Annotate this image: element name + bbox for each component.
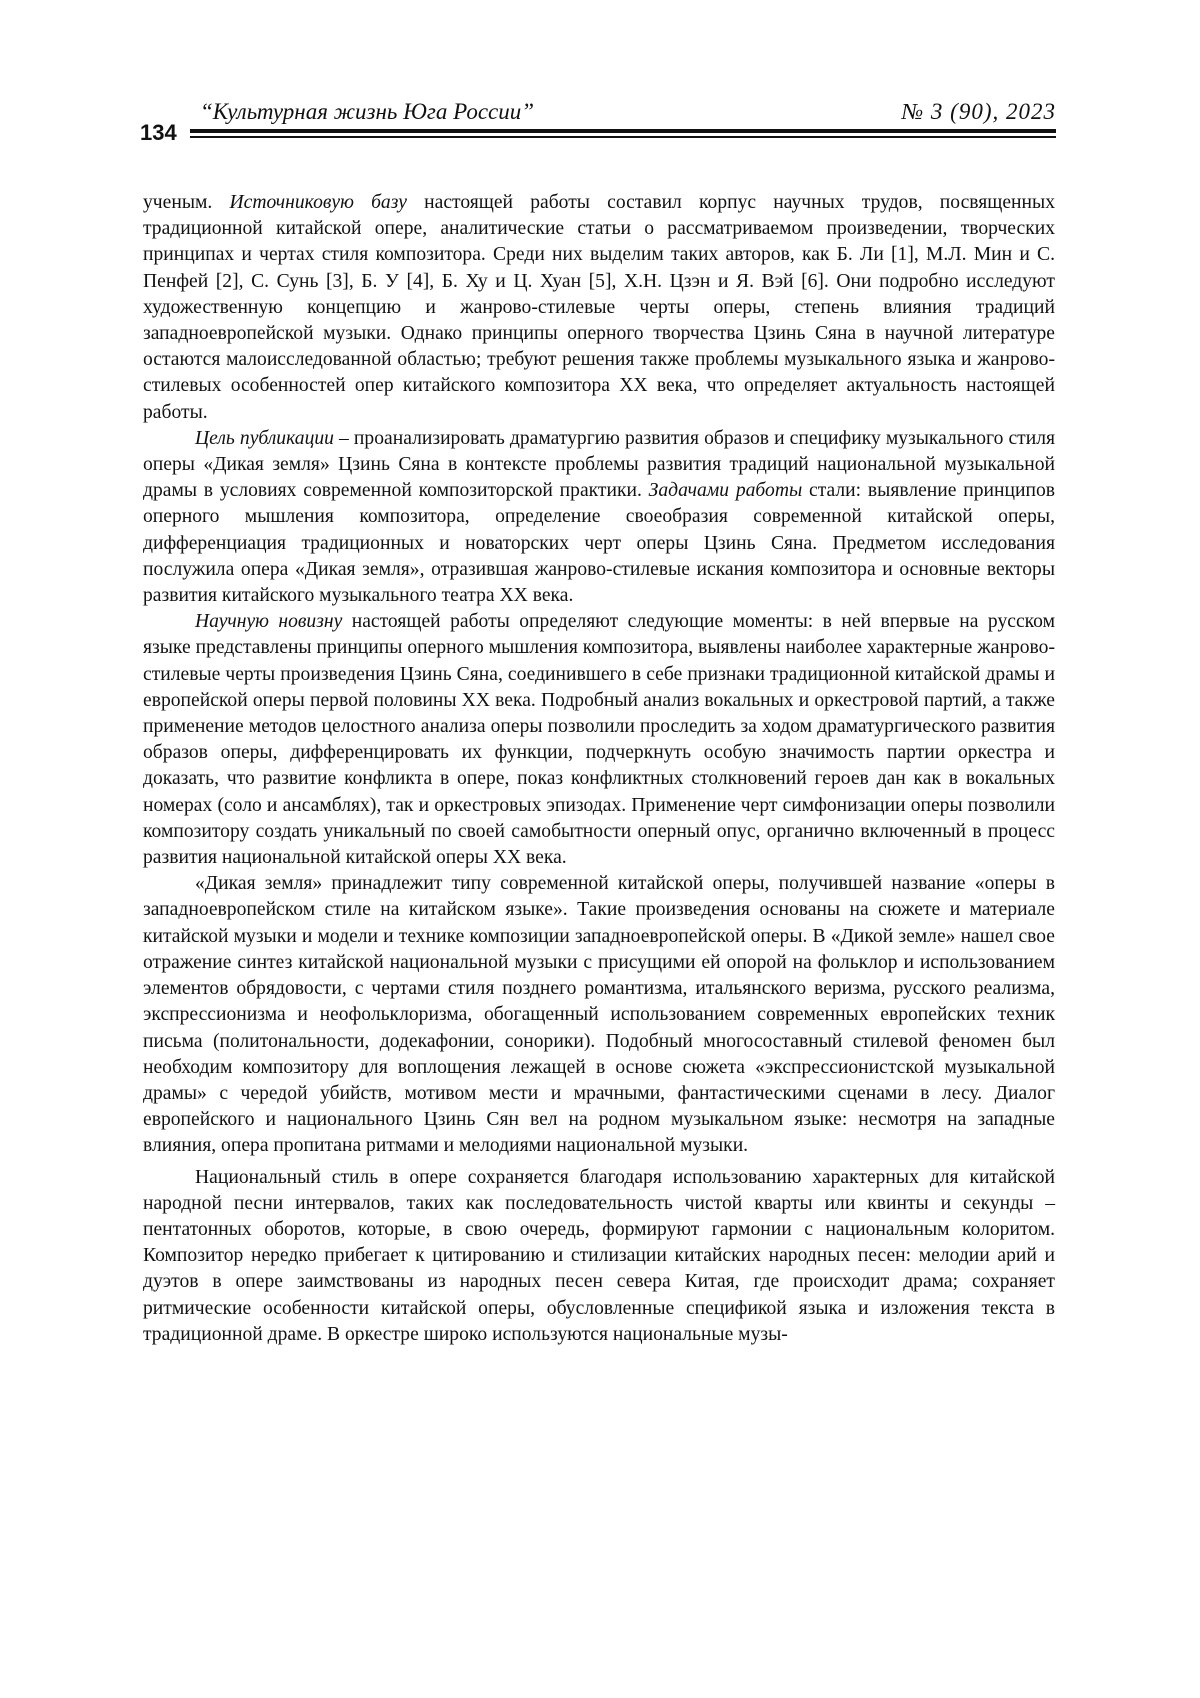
text-run: Национальный стиль в опере сохраняется благодаря использованию характерных для китайской народной песни интервалов, таких как последовательность чистой кварты или квинты и секунды – пентатонных оборотов, которые, в свою очередь, формируют гармонии с национальным колоритом. Композитор нередко прибегает к цитированию и стилизации китайских народных песен: мелодии арий и дуэтов в опере заимствованы из народных песен севера Китая, где происходит драма; сохраняет ритмические особенности китайской оперы, обусловленные спецификой языка и изложения текста в традиционной драме. В оркестре широко используются национальные музы- [143,1167,1055,1345]
text-run: настоящей работы определяют следующие моменты: в ней впервые на русском языке представлены принципы оперного мышления композитора, выявлены наиболее характерные жанрово-стилевые черты произведения Цзинь Сяна, соединившего в себе признаки традиционной китайской драмы и европейской оперы первой половины XX века. Подробный анализ вокальных и оркестровой партий, а также применение методов целостного анализа оперы позволили проследить за ходом драматургического развития образов оперы, дифференцировать их функции, подчеркнуть особую значимость партии оркестра и доказать, что развитие конфликта в опере, показ конфликтных столкновений героев дан как в вокальных номерах (соло и ансамблях), так и оркестровых эпизодах. Применение черт симфонизации оперы позволили композитору создать уникальный по своей самобытности оперный опус, органично включенный в процесс развития национальной китайской оперы XX века. [143,611,1055,868]
text-run: стали: выявление принципов оперного мышления композитора, определение своеобразия современной китайской оперы, дифференциация традиционных и новаторских черт оперы Цзинь Сяна. Предметом исследования послужила опера «Дикая земля», отразившая жанрово-стилевые искания композитора и основные векторы развития китайского музыкального театра XX века. [143,480,1055,606]
italic-term: Источниковую базу [230,192,407,213]
text-run: ученым. [143,192,230,213]
header-rule-thick [190,129,1056,133]
text-run: – проанализировать драматургию развития образов и специфику музыкального стиля оперы «Дикая земля» Цзинь Сяна в контексте проблемы развития традиций национальной музыкальной драмы в условиях современной композиторской практики. [143,428,1055,501]
paragraph-3 [143,609,1055,871]
issue-number: № 3 (90), 2023 [901,99,1056,125]
paragraph-5 [143,1165,1055,1348]
italic-term: Цель публикации [195,428,334,449]
paragraph-2 [143,426,1055,609]
header-rule-thin [190,136,1056,138]
journal-page [0,0,1200,1698]
text-run: «Дикая земля» принадлежит типу современной китайской оперы, получившей название «оперы в западноевропейском стиле на китайском языке». Такие произведения основаны на сюжете и материале китайской музыки и модели и технике композиции западноевропейской оперы. В «Дикой земле» нашел свое отражение синтез китайской национальной музыки с присущими ей опорой на фольклор и использованием элементов обрядовости, с чертами стиля позднего романтизма, итальянского веризма, русского реализма, экспрессионизма и неофольклоризма, обогащенный использованием современных европейских техник письма (политональности, додекафонии, сонорики). Подобный многосоставный стилевой феномен был необходим композитору для воплощения лежащей в основе сюжета «экспрессионистской музыкальной драмы» с чередой убийств, мотивом мести и мрачными, фантастическими сценами в лесу. Диалог европейского и национального Цзинь Сян вел на родном музыкальном языке: несмотря на западные влияния, опера пропитана ритмами и мелодиями национальной музыки. [143,873,1055,1156]
page-number: 134 [140,120,177,146]
italic-term: Научную новизну [195,611,342,632]
paragraph-1 [143,190,1055,426]
article-body [143,190,1055,1348]
running-header [140,96,1056,146]
italic-term: Задачами работы [649,480,803,501]
journal-title: “Культурная жизнь Юга России” [200,99,534,125]
text-run: настоящей работы составил корпус научных трудов, посвященных традиционной китайской опере, аналитические статьи о рассматриваемом произведении, творческих принципах и чертах стиля композитора. Среди них выделим таких авторов, как Б. Ли [1], М.Л. Мин и С. Пенфей [2], С. Сунь [3], Б. У [4], Б. Ху и Ц. Хуан [5], Х.Н. Цзэн и Я. Вэй [6]. Они подробно исследуют художественную концепцию и жанрово-стилевые черты оперы, степень влияния традиций западноевропейской музыки. Однако принципы оперного творчества Цзинь Сяна в научной литературе остаются малоисследованной областью; требуют решения также проблемы музыкального языка и жанрово-стилевых особенностей опер китайского композитора XX века, что определяет актуальность настоящей работы. [143,192,1055,423]
paragraph-4 [143,871,1055,1159]
